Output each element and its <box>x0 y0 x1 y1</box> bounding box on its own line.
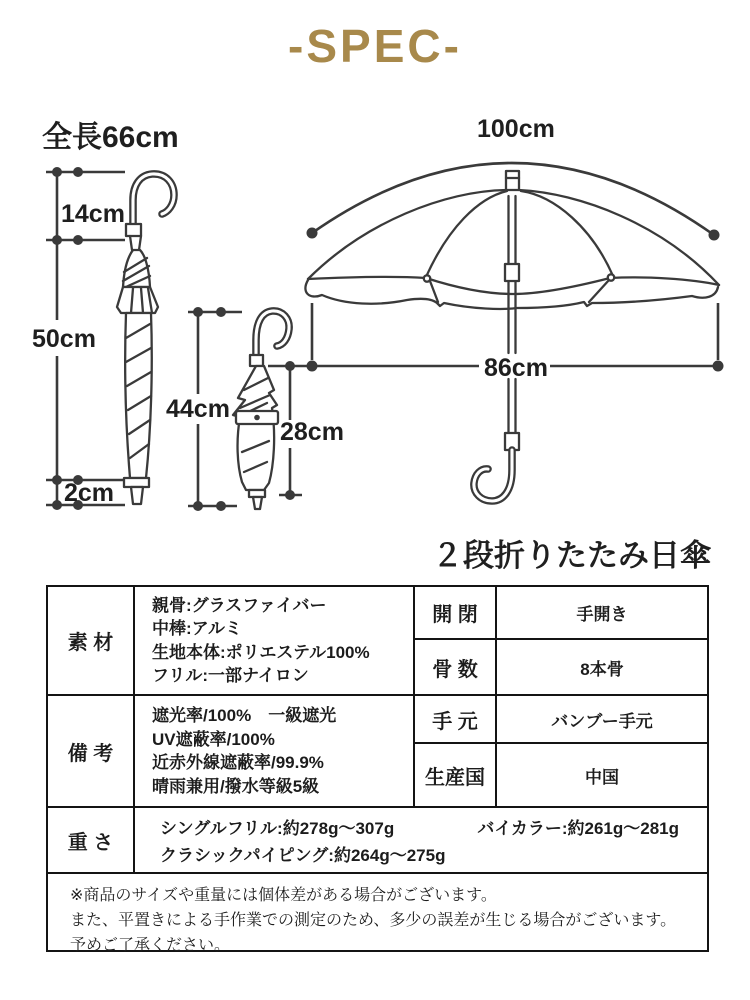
remarks-line: 近赤外線遮蔽率/99.9% <box>152 753 324 772</box>
disclaimer-line: 予めご了承ください。 <box>70 937 231 954</box>
material-line: フリル:一部ナイロン <box>152 666 309 685</box>
weight-item: バイカラー:約261g～281g <box>477 819 679 838</box>
folded-total-label: 44cm <box>166 395 230 423</box>
remarks-line: UV遮蔽率/100% <box>152 729 275 749</box>
ribs-label: 骨 数 <box>413 638 495 694</box>
weight-item: クラシックパイピング:約264g～275g <box>160 846 446 865</box>
remarks-line: 遮光率/100% 一級遮光 <box>152 706 337 725</box>
weight-item: シングルフリル:約278g～307g <box>160 819 395 838</box>
open-umbrella-drawing <box>305 171 719 501</box>
open-close-label: 開 閉 <box>413 587 495 638</box>
product-type-caption: ２段折りたたみ日傘 <box>432 538 711 573</box>
weight-label: 重 さ <box>48 806 133 872</box>
closed-umbrella-drawing <box>117 174 174 504</box>
folded-umbrella-drawing <box>233 311 289 509</box>
country-value: 中国 <box>495 742 707 806</box>
material-label: 素 材 <box>67 632 114 654</box>
spec-table <box>46 585 709 952</box>
canopy-arc-label: 100cm <box>477 115 555 143</box>
material-value <box>133 587 413 694</box>
canopy-width-label: 86cm <box>484 354 548 382</box>
weight-row <box>160 815 679 842</box>
folded-body-label: 28cm <box>280 418 344 446</box>
body-length-label: 50cm <box>32 325 96 353</box>
disclaimer-line: また、平置きによる手作業での測定のため、多少の誤差が生じる場合がございます。 <box>70 912 677 929</box>
disclaimer-note <box>48 872 707 954</box>
closed-umbrella-dimensions <box>32 121 179 510</box>
total-length-label: 全長66cm <box>42 121 179 154</box>
page-title: -SPEC- <box>288 20 462 72</box>
disclaimer-line: ※商品のサイズや重量には個体差がある場合がございます。 <box>70 887 497 904</box>
material-line: 親骨:グラスファイバー <box>152 595 327 615</box>
open-umbrella-dimensions <box>268 115 724 382</box>
weight-value <box>133 806 707 872</box>
tip-length-label: 2cm <box>64 479 115 507</box>
material-line: 生地本体:ポリエステル100% <box>152 642 370 662</box>
material-line: 中棒:アルミ <box>152 619 242 638</box>
country-label: 生産国 <box>413 742 495 806</box>
open-close-value: 手開き <box>495 587 707 638</box>
handle-label: 手 元 <box>413 694 495 742</box>
remarks-line: 晴雨兼用/撥水等級5級 <box>152 776 320 796</box>
remarks-label: 備 考 <box>48 694 133 806</box>
handle-value: バンブー手元 <box>495 694 707 742</box>
ribs-value: 8本骨 <box>495 638 707 694</box>
remarks-value <box>133 694 413 806</box>
handle-length-label: 14cm <box>61 200 125 228</box>
